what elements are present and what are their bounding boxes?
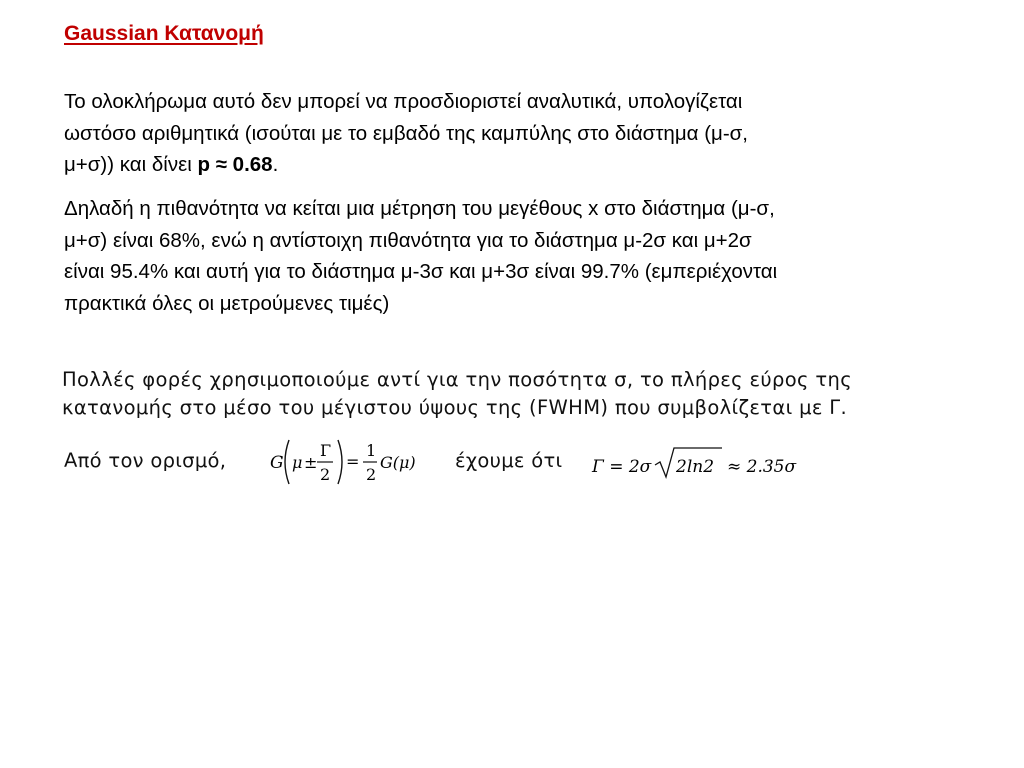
eq2-approx: ≈ 2.35σ: [727, 457, 797, 477]
equation-half-maximum: [268, 434, 438, 490]
eq1-equals: =: [346, 452, 360, 471]
eq1-pm: ±: [304, 453, 318, 472]
eq1-func: G: [270, 453, 284, 473]
definition-label: Από τον ορισμό,: [64, 449, 227, 472]
paragraph1-line3: [64, 149, 964, 181]
probability-value: p ≈ 0.68: [197, 153, 273, 176]
slide-title: Gaussian Κατανομή: [64, 22, 264, 45]
fwhm-note-line1: Πολλές φορές χρησιμοποιούμε αντί για την ποσότητα σ, το πλήρες εύρος της: [62, 368, 852, 391]
paragraph-probability-intervals: [64, 193, 964, 319]
equation-fwhm-relation: [590, 444, 820, 484]
eq1-mu: μ: [292, 453, 303, 472]
paragraph1-line3-prefix: μ+σ)) και δίνει: [64, 153, 198, 176]
eq1-two-a: 2: [320, 465, 331, 484]
paragraph-integral-note: [64, 86, 964, 181]
paragraph1-line3-suffix: .: [272, 153, 279, 176]
eq1-right-paren: [338, 440, 342, 484]
eq1-left-paren: [285, 440, 289, 484]
eq2-lhs: Γ = 2σ: [592, 457, 652, 477]
hence-label: έχουμε ότι: [455, 449, 563, 472]
fwhm-note-line2: κατανομής στο μέσο του μέγιστου ύψους της (FWHM) που συμβολίζεται με Γ.: [62, 396, 848, 419]
paragraph2-line2: μ+σ) είναι 68%, ενώ η αντίστοιχη πιθανότητα για το διάστημα μ-2σ και μ+2σ: [64, 228, 752, 252]
eq1-rhs: G(μ): [380, 453, 416, 472]
eq1-two-b: 2: [366, 465, 377, 484]
paragraph2-line1: Δηλαδή η πιθανότητα να κείται μια μέτρηση του μεγέθους x στο διάστημα (μ-σ,: [64, 197, 775, 220]
eq2-radicand: 2ln2: [676, 457, 715, 477]
paragraph1-line2: ωστόσο αριθμητικά (ισούται με το εμβαδό της καμπύλης στο διάστημα (μ-σ,: [64, 121, 749, 145]
eq1-gamma: Γ: [320, 441, 332, 460]
eq1-one: 1: [366, 441, 377, 460]
paragraph2-line3: είναι 95.4% και αυτή για το διάστημα μ-3σ και μ+3σ είναι 99.7% (εμπεριέχονται: [64, 260, 778, 283]
paragraph2-line4: πρακτικά όλες οι μετρούμενες τιμές): [64, 291, 390, 315]
paragraph1-line1: Το ολοκλήρωμα αυτό δεν μπορεί να προσδιοριστεί αναλυτικά, υπολογίζεται: [64, 90, 743, 113]
